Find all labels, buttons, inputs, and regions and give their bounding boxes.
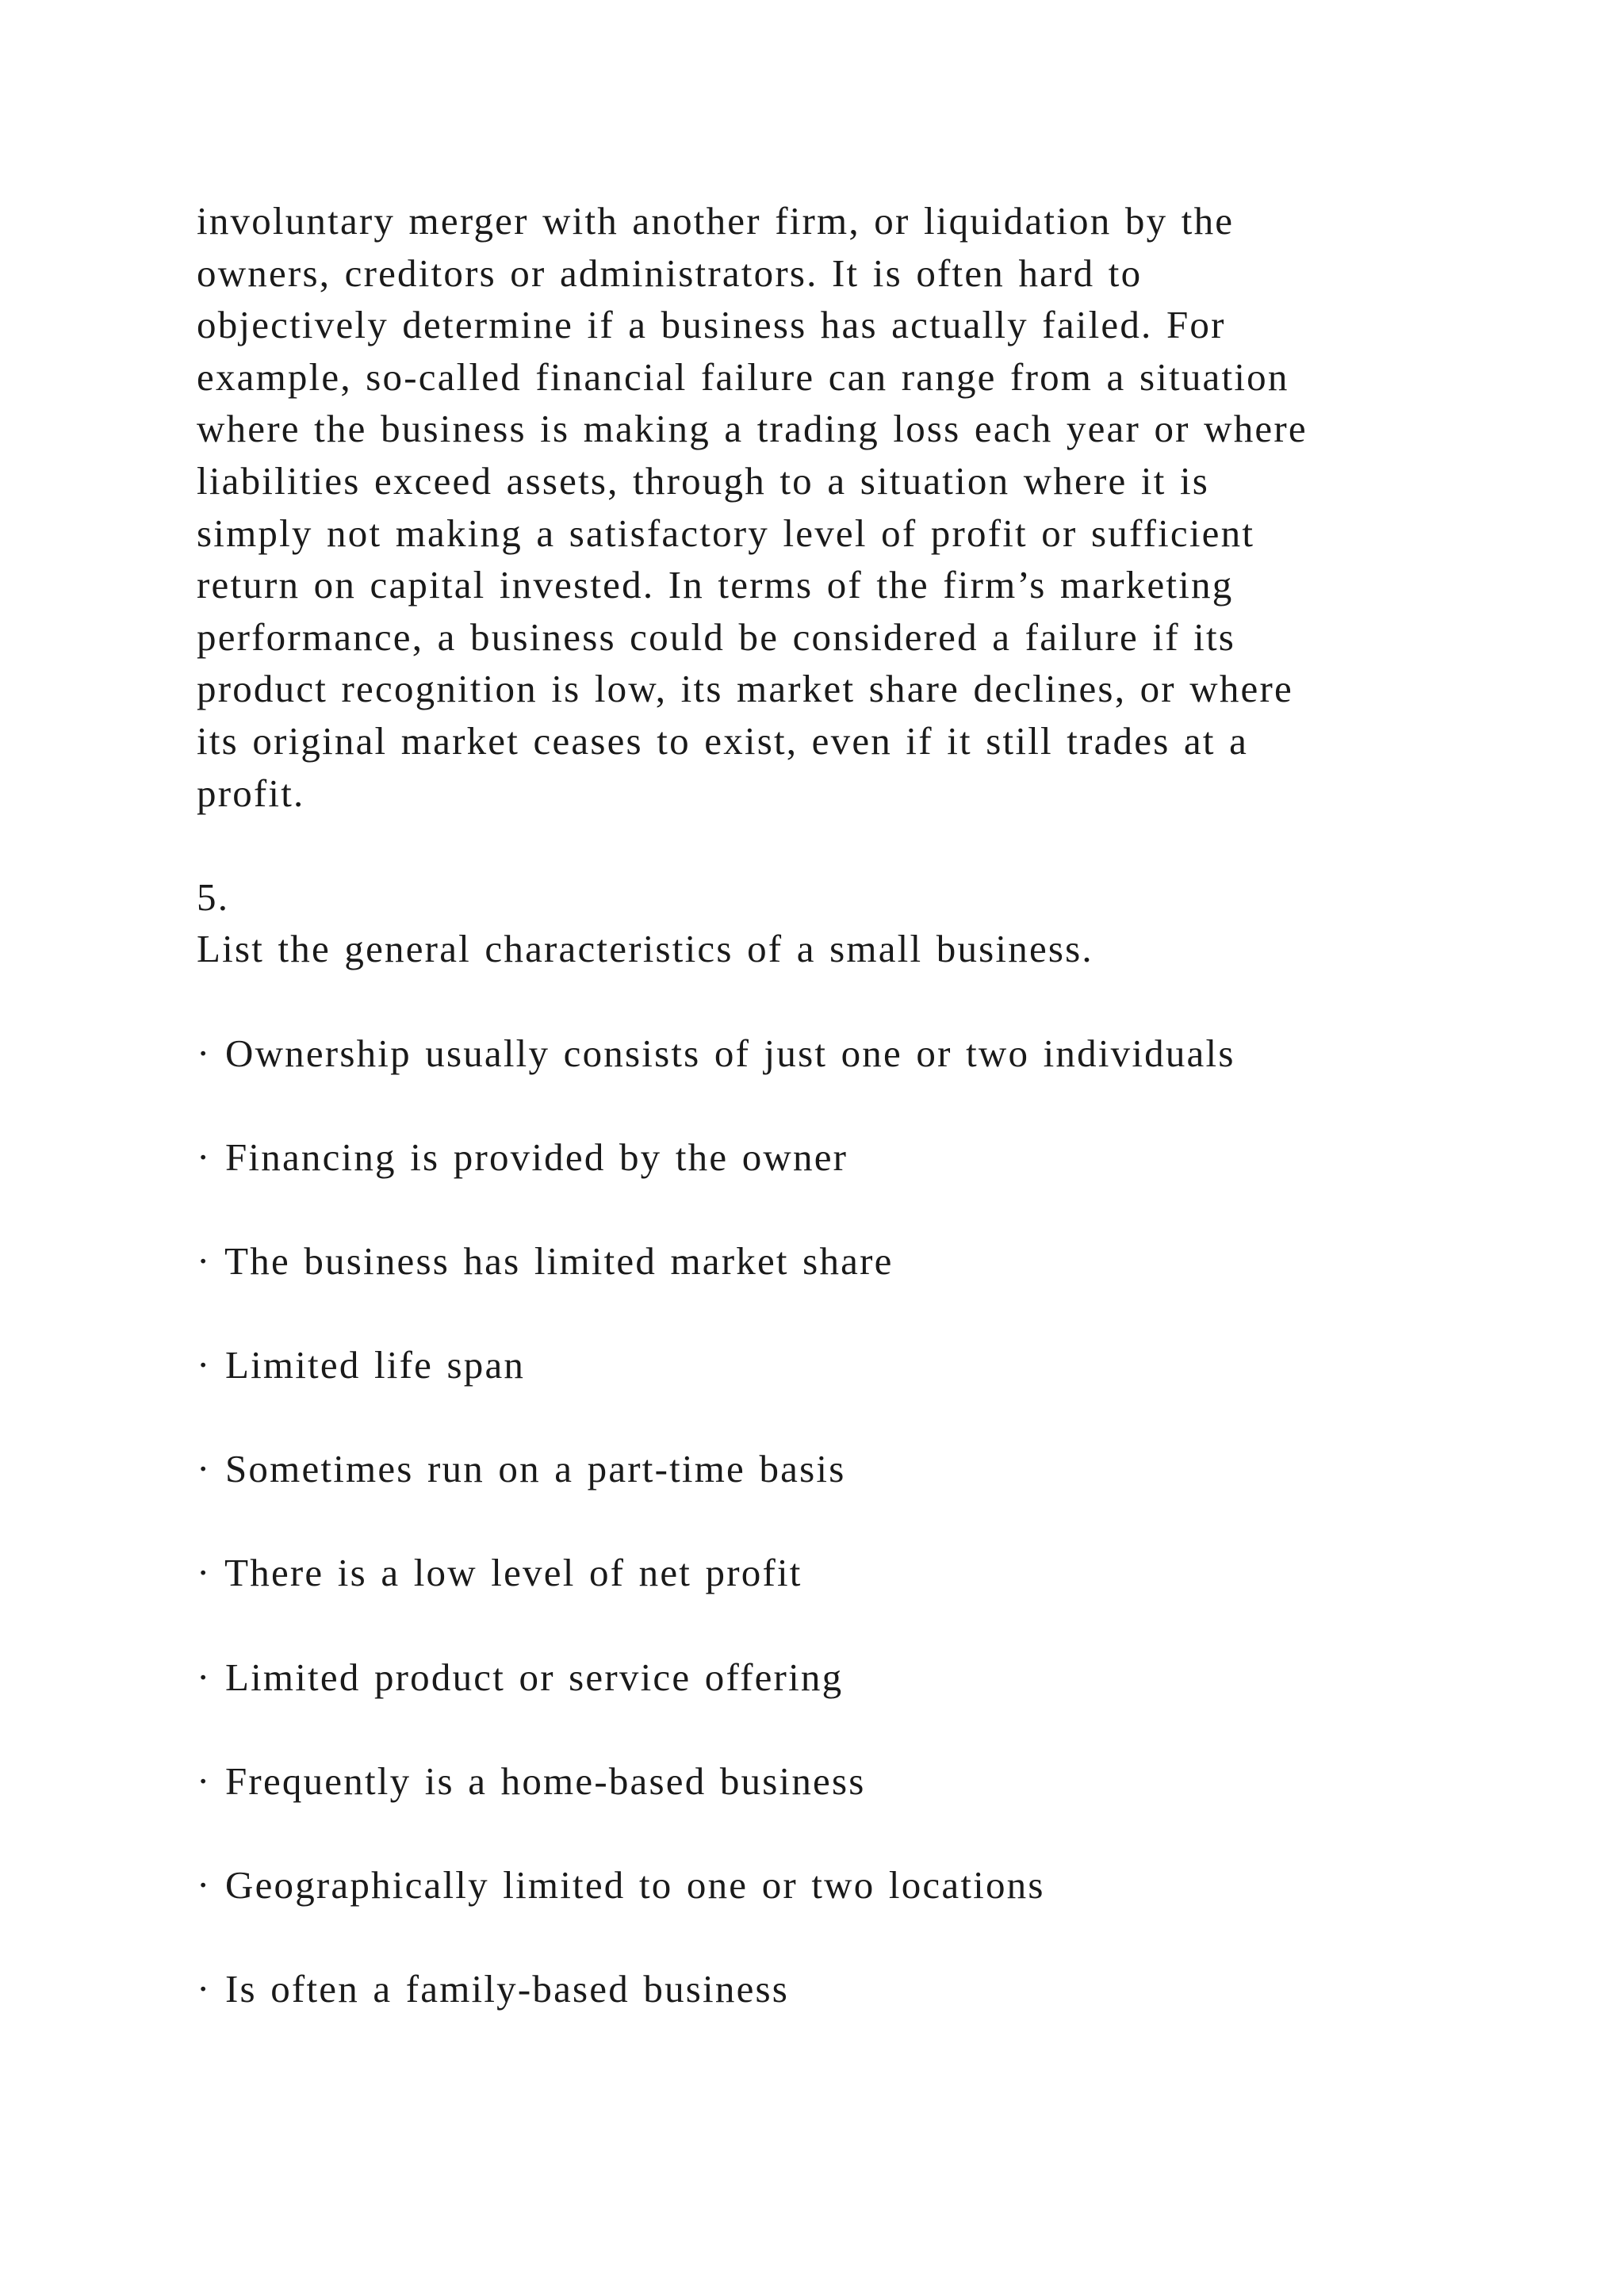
list-item-text: Financing is provided by the owner xyxy=(224,1135,848,1179)
question-spacer xyxy=(197,975,1465,1027)
list-item-text: Geographically limited to one or two locations xyxy=(224,1863,1045,1907)
list-item xyxy=(197,1443,1465,1547)
bullet-icon: · xyxy=(197,1863,212,1907)
bullet-icon: · xyxy=(197,1655,212,1699)
list-item xyxy=(197,1651,1465,1755)
characteristics-list xyxy=(197,1027,1465,2068)
paragraph-line: example, so-called financial failure can range from a situation xyxy=(197,354,1289,399)
list-item xyxy=(197,1235,1465,1339)
bullet-icon: · xyxy=(197,1238,212,1283)
paragraph-line: return on capital invested. In terms of the firm’s marketing xyxy=(197,563,1234,607)
bullet-icon: · xyxy=(197,1758,212,1803)
document-content xyxy=(197,195,1465,2067)
list-item-text: Frequently is a home-based business xyxy=(224,1758,866,1803)
paragraph-spacer xyxy=(197,819,1465,871)
bullet-icon: · xyxy=(197,1447,212,1491)
list-item xyxy=(197,1547,1465,1651)
list-item-text: Limited life span xyxy=(224,1343,526,1387)
paragraph-line: objectively determine if a business has actually failed. For xyxy=(197,303,1226,347)
bullet-icon: · xyxy=(197,1031,212,1075)
question-block xyxy=(197,871,1465,975)
list-item-text: Sometimes run on a part-time basis xyxy=(224,1447,846,1491)
list-item xyxy=(197,1339,1465,1443)
list-item-text: Ownership usually consists of just one or two individuals xyxy=(224,1031,1235,1075)
list-item xyxy=(197,1131,1465,1235)
list-item-text: Limited product or service offering xyxy=(224,1655,844,1699)
bullet-icon: · xyxy=(197,1343,212,1387)
list-item xyxy=(197,1859,1465,1963)
paragraph-line: where the business is making a trading loss each year or where xyxy=(197,407,1308,451)
failure-paragraph xyxy=(197,195,1465,819)
paragraph-line: performance, a business could be considered a failure if its xyxy=(197,614,1236,659)
paragraph-line: simply not making a satisfactory level of profit or sufficient xyxy=(197,511,1255,555)
bullet-icon: · xyxy=(197,1551,212,1595)
paragraph-line: owners, creditors or administrators. It is often hard to xyxy=(197,251,1143,295)
list-item xyxy=(197,1755,1465,1859)
bullet-icon: · xyxy=(197,1967,212,2011)
question-text: List the general characteristics of a small business. xyxy=(197,927,1094,971)
list-item-text: Is often a family-based business xyxy=(224,1967,790,2011)
list-item xyxy=(197,1963,1465,2067)
paragraph-line: its original market ceases to exist, even if it still trades at a xyxy=(197,718,1249,763)
list-item xyxy=(197,1027,1465,1131)
question-number: 5. xyxy=(197,874,230,919)
paragraph-line: liabilities exceed assets, through to a situation where it is xyxy=(197,458,1210,503)
paragraph-line: profit. xyxy=(197,771,305,815)
bullet-icon: · xyxy=(197,1135,212,1179)
list-item-text: There is a low level of net profit xyxy=(224,1551,802,1595)
list-item-text: The business has limited market share xyxy=(224,1238,894,1283)
paragraph-line: product recognition is low, its market share declines, or where xyxy=(197,667,1293,711)
paragraph-line: involuntary merger with another firm, or liquidation by the xyxy=(197,199,1235,243)
